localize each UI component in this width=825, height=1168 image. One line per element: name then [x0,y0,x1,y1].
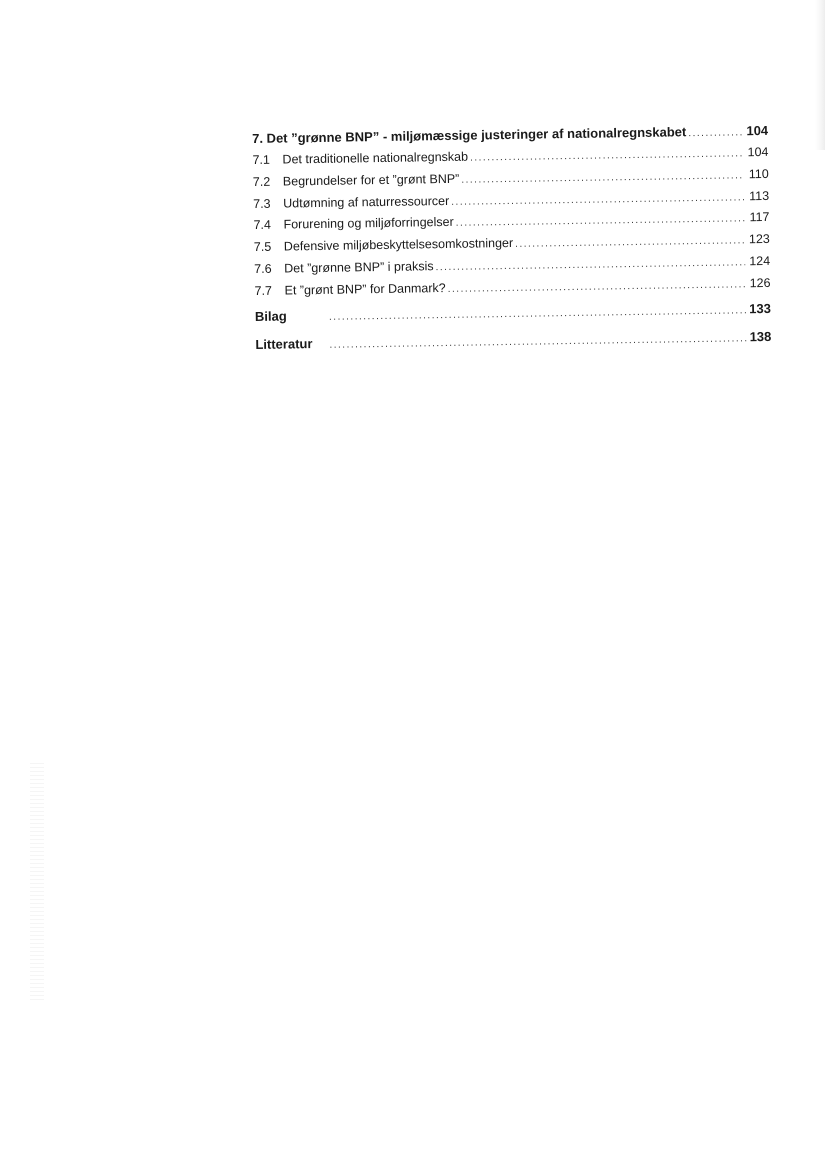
section-title: Det traditionelle nationalregnskab [282,149,469,167]
table-of-contents [252,120,772,359]
scan-edge-shadow [815,0,825,150]
section-page-number: 117 [749,210,770,225]
bilag-page-number: 133 [749,300,772,316]
section-number: 7.6 [254,261,272,276]
section-page-number: 104 [747,144,769,160]
litteratur-title: Litteratur [255,335,313,352]
litteratur-page-number: 138 [749,328,772,344]
section-title: Et ”grønt BNP” for Danmark? [284,280,446,298]
section-title: Det ”grønne BNP” i praksis [284,259,434,276]
section-title: Udtømning af naturressourcer [283,193,450,211]
section-title: Begrundelser for et ”grønt BNP” [282,171,460,189]
section-page-number: 124 [749,253,771,269]
section-number: 7.2 [252,174,271,189]
section-page-number: 126 [749,275,771,290]
section-number: 7.3 [253,196,271,211]
scan-margin-noise [30,760,44,1000]
chapter-page-number: 104 [746,122,769,139]
dot-leader [329,325,746,360]
bilag-title: Bilag [254,308,287,324]
section-number: 7.1 [252,152,271,167]
section-number: 7.4 [253,218,272,233]
section-title: Forurening og miljøforringelser [283,215,454,232]
dot-leader [688,122,743,145]
section-page-number: 113 [749,188,770,203]
section-title: Defensive miljøbeskyttelsesomkostninger [283,236,514,254]
section-page-number: 110 [748,166,769,181]
section-number: 7.5 [253,239,272,255]
section-number: 7.7 [254,283,273,298]
section-page-number: 123 [748,232,770,247]
chapter-title: 7. Det ”grønne BNP” - miljømæssige justeringer af nationalregnskabet [252,124,687,146]
